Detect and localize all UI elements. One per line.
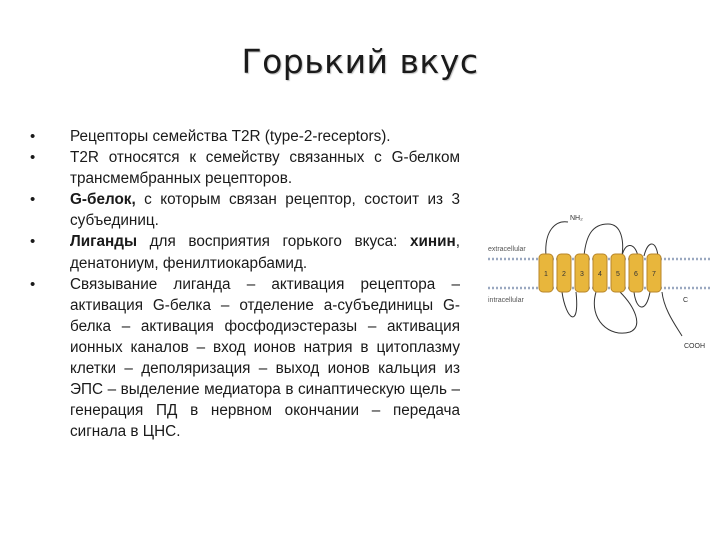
- helix-number: 1: [544, 271, 548, 278]
- cooh-label: COOH: [684, 343, 705, 350]
- helix-number: 6: [634, 271, 638, 278]
- intracellular-loop-5-6: [634, 292, 650, 307]
- bullet-bold-term: хинин: [409, 233, 456, 251]
- bullet-dot: •: [30, 149, 36, 167]
- bullet-text: [70, 191, 460, 229]
- nh2-label: NH₂: [570, 215, 583, 222]
- bullet-segment: Рецепторы семейства T2R (type-2-receptors).: [70, 128, 391, 145]
- bullet-item: [30, 231, 460, 273]
- helix-number: 3: [580, 271, 584, 278]
- bullet-segment: с которым связан рецептор, состоит из 3 субъединиц.: [70, 191, 460, 230]
- c-label: C: [683, 297, 689, 304]
- bullet-item: [30, 126, 460, 147]
- slide-title: Горький вкус: [241, 42, 479, 81]
- extracellular-loop-2-3: [584, 224, 623, 256]
- intracellular-loop-3-4: [594, 292, 636, 333]
- bullet-text: [70, 128, 391, 145]
- bullet-segment: Связывание лиганда – активация рецептора – активация G-белка – отделение a-субъединицы G-белка – активация фосфодиэстеразы – активация ионных каналов – вход ионов натрия в цитоплазму клетки – деполяризация – выход ионов кальция из ЭПС – выделение медиатора в синаптическую щель – генерация ПД в нервном окончании – передача сигнала в ЦНС.: [70, 275, 460, 441]
- bullet-item: [30, 147, 460, 189]
- bullet-segment: для восприятия горького вкуса:: [137, 233, 410, 251]
- extracellular-label: extracellular: [488, 246, 526, 253]
- bullet-list: [30, 126, 460, 442]
- bullet-segment: T2R относятся к семейству связанных с G-белком трансмембранных рецепторов.: [70, 149, 460, 188]
- helix-number: 5: [616, 271, 620, 278]
- bullet-bold-term: Лиганды: [70, 233, 138, 251]
- helix-number: 7: [652, 271, 656, 278]
- bullet-text: [70, 276, 460, 441]
- n-terminus-tail: [546, 222, 568, 256]
- intracellular-label: intracellular: [488, 297, 524, 304]
- bullet-segment: , денатониум, фенилтиокарбамид.: [70, 233, 460, 272]
- bullet-text: [70, 233, 460, 271]
- bullet-dot: •: [30, 191, 36, 209]
- bullet-dot: •: [30, 128, 36, 145]
- bullet-text: [70, 149, 460, 187]
- intracellular-loop-1-2: [562, 292, 577, 317]
- bullet-dot: •: [30, 233, 36, 251]
- helix-number: 4: [598, 271, 602, 278]
- receptor-diagram: [484, 210, 714, 360]
- bullet-item: [30, 274, 460, 443]
- c-terminus-tail: [662, 292, 682, 336]
- bullet-bold-term: G-белок,: [70, 191, 136, 209]
- bullet-dot: •: [30, 275, 36, 293]
- bullet-item: [30, 189, 460, 231]
- helix-number: 2: [562, 271, 566, 278]
